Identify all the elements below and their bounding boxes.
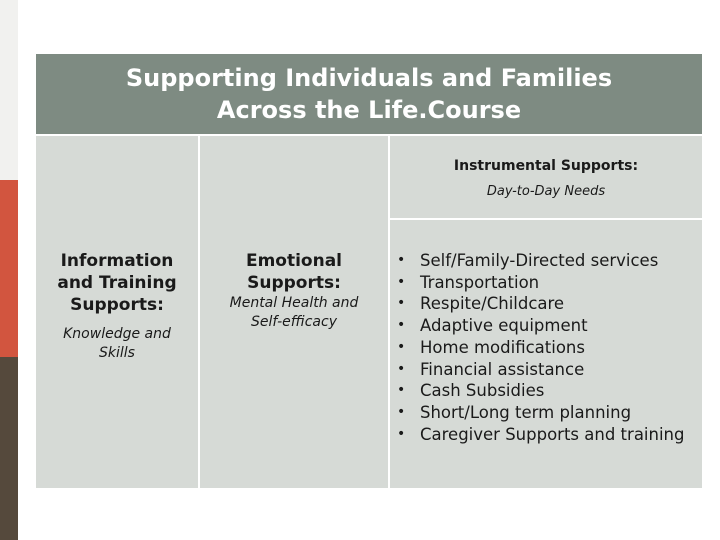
list-item: • Transportation	[390, 272, 702, 294]
instrumental-title: Instrumental Supports:	[453, 158, 639, 174]
side-accent-red	[0, 180, 18, 357]
list-item: • Respite/Childcare	[390, 293, 702, 315]
information-subtitle-line: Knowledge and	[63, 326, 171, 342]
list-item: • Home modifications	[390, 337, 702, 359]
emotional-title-line: Emotional	[245, 251, 343, 271]
side-accent-dark	[0, 357, 18, 540]
list-item: • Financial assistance	[390, 359, 702, 381]
slide-title-line-2: Across the Life.Course	[216, 96, 522, 124]
lifecourse-table	[36, 54, 702, 488]
information-title-line: Supports:	[70, 295, 164, 315]
list-item: • Self/Family-Directed services	[390, 250, 702, 272]
emotional-subtitle-line: Mental Health and	[229, 295, 359, 311]
list-item: • Caregiver Supports and training	[390, 424, 702, 446]
instrumental-divider	[390, 218, 702, 220]
instrumental-services-list	[390, 250, 702, 445]
instrumental-header-cell	[390, 148, 702, 218]
emotional-subtitle-line: Self-efficacy	[251, 314, 337, 330]
table-header	[36, 54, 702, 134]
list-item: • Cash Subsidies	[390, 380, 702, 402]
list-item: • Short/Long term planning	[390, 402, 702, 424]
information-title-line: and Training	[57, 273, 177, 293]
information-cell	[36, 250, 198, 363]
list-item: • Adaptive equipment	[390, 315, 702, 337]
information-title-line: Information	[60, 251, 174, 271]
header-divider	[36, 134, 702, 136]
instrumental-subtitle: Day-to-Day Needs	[486, 184, 606, 199]
side-accent-light	[0, 0, 18, 180]
emotional-title-line: Supports:	[247, 273, 341, 293]
slide-title-line-1: Supporting Individuals and Families	[125, 64, 613, 92]
emotional-cell	[200, 250, 388, 332]
information-subtitle-line: Skills	[99, 345, 135, 361]
